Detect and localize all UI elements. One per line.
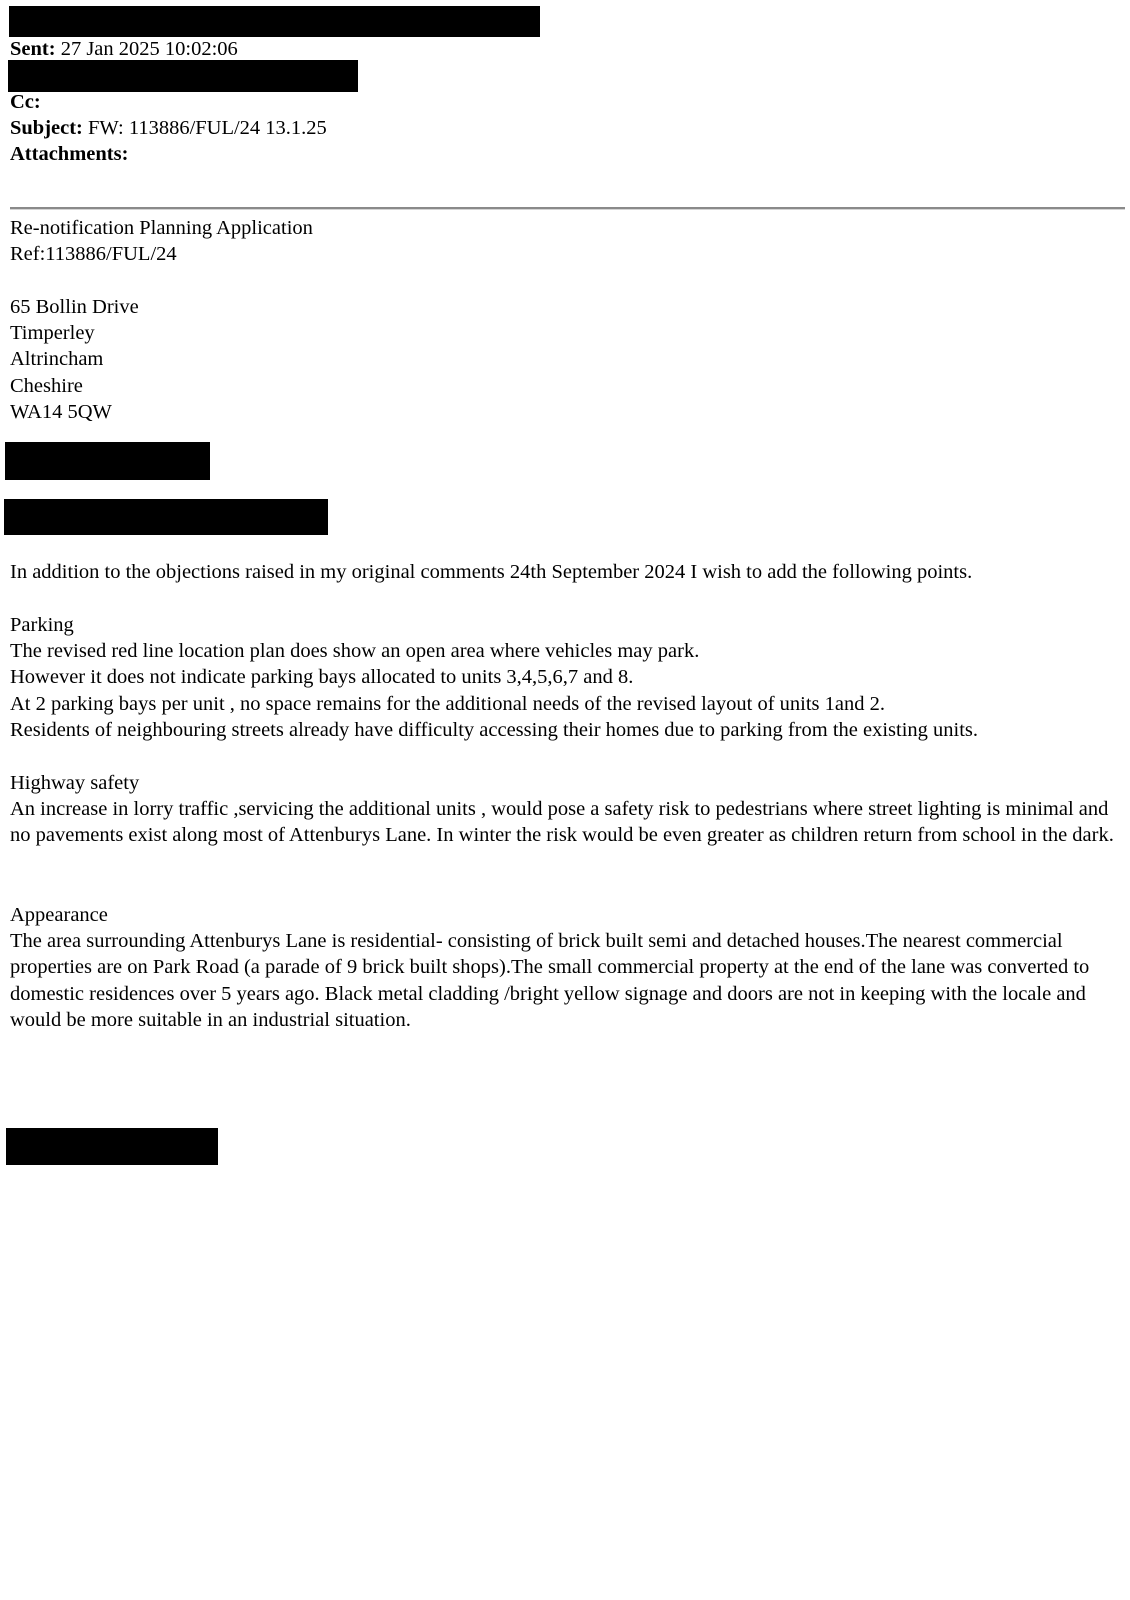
intro-paragraph xyxy=(10,559,1122,585)
appearance-section xyxy=(10,902,1122,1033)
appearance-text: The area surrounding Attenburys Lane is residential- consisting of brick built semi and detached houses.The nearest commercial properties are on Park Road (a parade of 9 brick built shops).The small commercial property at the end of the lane was converted to domestic residences over 5 years ago. Black metal cladding /bright yellow signage and doors are not in keeping with the locale and would be more suitable in an industrial situation. xyxy=(10,930,1090,1031)
sent-label: Sent: xyxy=(10,38,56,60)
cc-label: Cc: xyxy=(10,91,41,113)
notice-ref: Ref:113886/FUL/24 xyxy=(10,243,177,266)
parking-line-3: At 2 parking bays per unit , no space remains for the additional needs of the revised layout of units 1and 2. xyxy=(10,692,886,715)
appearance-heading: Appearance xyxy=(10,904,108,926)
notice-title: Re-notification Planning Application xyxy=(10,217,313,239)
parking-line-2: However it does not indicate parking bays allocated to units 3,4,5,6,7 and 8. xyxy=(10,666,634,689)
redaction-signature xyxy=(6,1128,218,1165)
address-line-2: Timperley xyxy=(10,322,95,345)
header-divider xyxy=(10,207,1125,210)
redaction-recipient-name xyxy=(5,442,210,480)
parking-heading: Parking xyxy=(10,614,74,636)
subject-row xyxy=(10,115,327,141)
sent-value: 27 Jan 2025 10:02:06 xyxy=(60,38,238,60)
address-line-1: 65 Bollin Drive xyxy=(10,296,139,318)
sent-row xyxy=(10,36,238,62)
address-block xyxy=(10,294,1122,425)
subject-label: Subject: xyxy=(10,117,83,139)
highway-text: An increase in lorry traffic ,servicing the additional units , would pose a safety risk to pedestrians where street lighting is minimal and no pavements exist along most of Attenburys Lane. In winter the risk would be even greater as children return from school in the dark. xyxy=(10,798,1114,847)
attachments-row xyxy=(10,141,128,167)
intro-text: In addition to the objections raised in my original comments 24th September 2024 I wish to add the following points. xyxy=(10,561,973,583)
address-line-5: WA14 5QW xyxy=(10,400,112,423)
parking-line-1: The revised red line location plan does show an open area where vehicles may park. xyxy=(10,640,700,663)
subject-value: FW: 113886/FUL/24 13.1.25 xyxy=(88,117,327,139)
redaction-from xyxy=(9,6,540,37)
redaction-to xyxy=(8,60,358,92)
address-line-3: Altrincham xyxy=(10,348,104,371)
highway-heading: Highway safety xyxy=(10,772,140,794)
highway-section xyxy=(10,770,1122,849)
address-line-4: Cheshire xyxy=(10,374,83,397)
parking-line-4: Residents of neighbouring streets already have difficulty accessing their homes due to parking from the existing units. xyxy=(10,718,979,741)
notice-block xyxy=(10,215,1122,267)
attachments-label: Attachments: xyxy=(10,143,129,165)
cc-row xyxy=(10,89,41,115)
parking-section xyxy=(10,612,1122,743)
redaction-salutation xyxy=(4,499,328,535)
